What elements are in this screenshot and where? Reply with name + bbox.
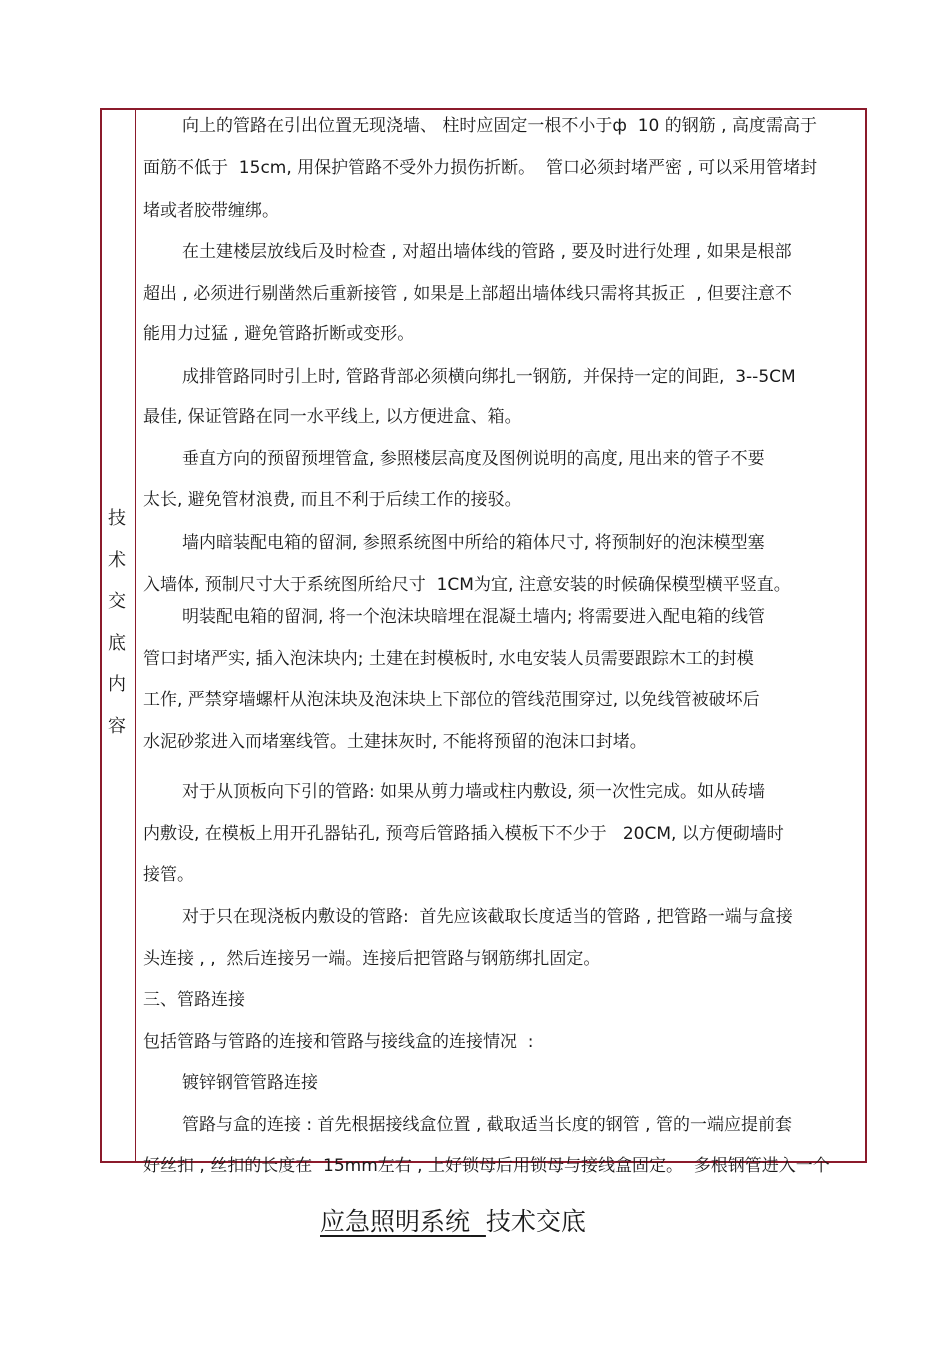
body-line: 能用力过猛 , 避免管路折断或变形。 [143,324,415,344]
column-divider [135,108,136,1163]
body-line: 包括管路与管路的连接和管路与接线盒的连接情况 : [143,1032,534,1052]
side-label-char: 容 [108,715,126,737]
title-suffix: 技术交底 [485,1207,586,1236]
body-line: 向上的管路在引出位置无现浇墙、 柱时应固定一根不小于ф 10 的钢筋 , 高度需高于 [182,116,817,136]
section-heading: 三、管路连接 [143,990,245,1010]
body-line: 对于从顶板向下引的管路: 如果从剪力墙或柱内敷设, 须一次性完成。如从砖墙 [182,782,765,802]
side-label-char: 交 [108,591,126,612]
side-label-char: 内 [108,674,126,695]
body-line: 工作, 严禁穿墙螺杆从泡沫块及泡沫块上下部位的管线范围穿过, 以免线管被破坏后 [143,690,760,710]
side-label-char: 底 [108,632,126,654]
document-title [320,1202,586,1238]
body-line: 在土建楼层放线后及时检查 , 对超出墙体线的管路 , 要及时进行处理 , 如果是根部 [182,242,792,262]
body-line: 太长, 避免管材浪费, 而且不利于后续工作的接驳。 [143,490,522,510]
body-line: 管路与盒的连接 : 首先根据接线盒位置 , 截取适当长度的钢管 , 管的一端应提前套 [182,1115,792,1135]
body-line: 垂直方向的预留预埋管盒, 参照楼层高度及图例说明的高度, 甩出来的管子不要 [182,449,765,469]
body-line: 头连接 , , 然后连接另一端。连接后把管路与钢筋绑扎固定。 [143,949,601,969]
side-label-technical-briefing [104,498,130,747]
body-line: 面筋不低于 15cm, 用保护管路不受外力损伤折断。 管口必须封堵严密 , 可以采用管堵封 [143,158,818,178]
body-line: 入墙体, 预制尺寸大于系统图所给尺寸 1CM为宜, 注意安装的时候确保模型横平竖直。 [143,575,791,595]
body-line: 墙内暗装配电箱的留洞, 参照系统图中所给的箱体尺寸, 将预制好的泡沫模型塞 [182,533,765,553]
body-line: 堵或者胶带缠绑。 [143,201,279,221]
body-line: 管口封堵严实, 插入泡沫块内; 土建在封模板时, 水电安装人员需要跟踪木工的封模 [143,649,754,669]
body-line: 对于只在现浇板内敷设的管路: 首先应该截取长度适当的管路 , 把管路一端与盒接 [182,907,793,927]
body-line: 接管。 [143,865,194,885]
body-line: 内敷设, 在模板上用开孔器钻孔, 预弯后管路插入模板下不少于 20CM, 以方便砌墙时 [143,824,784,844]
body-line: 水泥砂浆进入而堵塞线管。土建抹灰时, 不能将预留的泡沫口封堵。 [143,732,647,752]
body-line: 成排管路同时引上时, 管路背部必须横向绑扎一钢筋, 并保持一定的间距, 3--5CM [182,367,796,387]
subsection-heading: 镀锌钢管管路连接 [182,1073,318,1093]
body-line: 最佳, 保证管路在同一水平线上, 以方便进盒、箱。 [143,407,522,427]
body-line: 好丝扣 , 丝扣的长度在 15mm左右 , 上好锁母后用锁母与接线盒固定。 多根钢管进入一个 [143,1156,830,1176]
side-label-char: 术 [108,549,126,571]
side-label-char: 技 [108,508,126,529]
body-line: 明装配电箱的留洞, 将一个泡沫块暗埋在混凝土墙内; 将需要进入配电箱的线管 [182,607,765,627]
body-line: 超出 , 必须进行剔凿然后重新接管 , 如果是上部超出墙体线只需将其扳正 , 但要注意不 [143,284,793,304]
title-project-name: 应急照明系统 [320,1207,471,1236]
